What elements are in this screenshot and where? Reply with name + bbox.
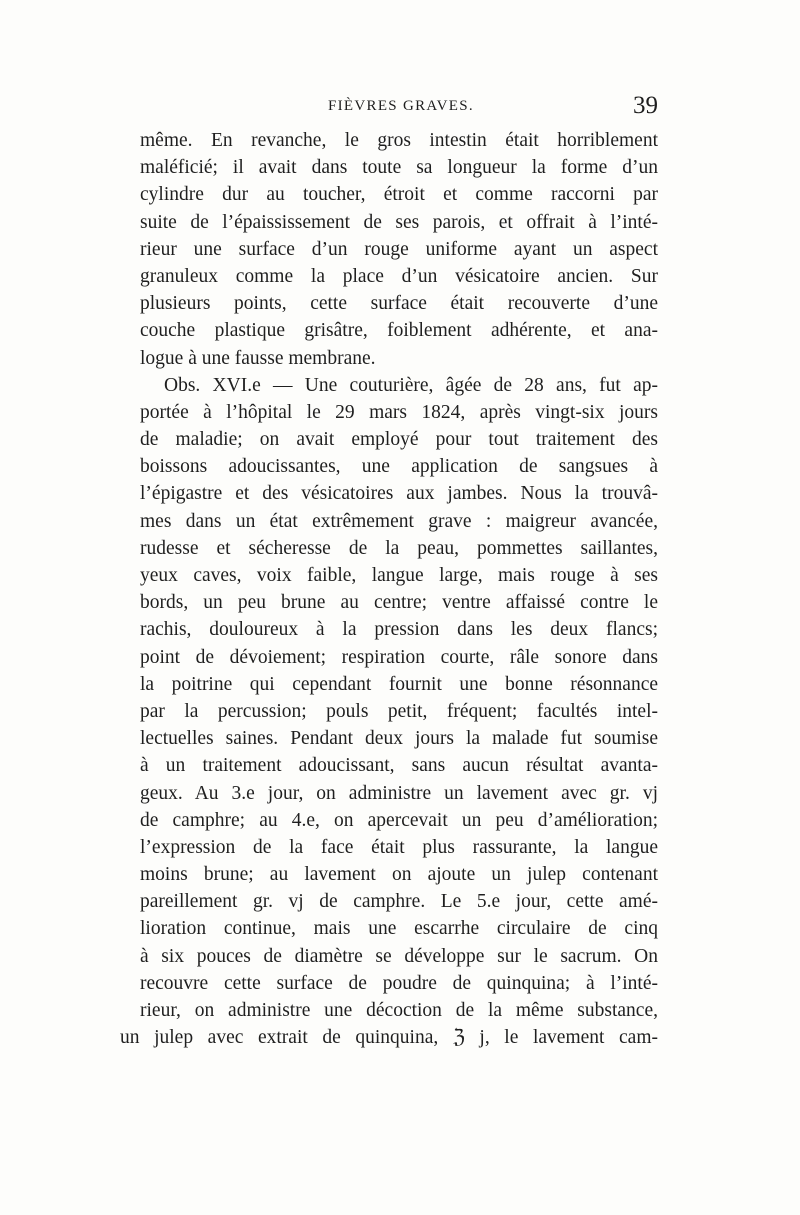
text-line: un julep avec extrait de quinquina, ℨ j, le lavement cam- [120,1027,658,1049]
text-line: maléficié; il avait dans toute sa longueur la forme d’un [140,157,658,179]
text-line: portée à l’hôpital le 29 mars 1824, après vingt-six jours [140,401,658,423]
page-header [140,92,658,126]
text-line: même. En revanche, le gros intestin était horriblement [140,130,658,151]
text-line: moins brune; au lavement on ajoute un julep contenant [140,864,658,886]
text-line: à un traitement adoucissant, sans aucun résultat avanta- [140,755,658,777]
text-line: plusieurs points, cette surface était recouverte d’une [140,293,658,315]
text-line: suite de l’épaississement de ses parois, et offrait à l’inté- [140,211,658,233]
text-line: l’épigastre et des vésicatoires aux jambes. Nous la trouvâ- [140,483,658,505]
text-line: pareillement gr. vj de camphre. Le 5.e jour, cette amé- [140,891,658,913]
text-line: point de dévoiement; respiration courte, râle sonore dans [140,646,658,668]
text-line: mes dans un état extrêmement grave : maigreur avancée, [140,510,658,532]
text-line: bords, un peu brune au centre; ventre affaissé contre le [140,592,658,614]
text-line: de camphre; au 4.e, on apercevait un peu d’amélioration; [140,809,658,831]
page-number: 39 [633,92,658,119]
text-line: la poitrine qui cependant fournit une bonne résonnance [140,673,658,695]
text-line: granuleux comme la place d’un vésicatoire ancien. Sur [140,265,658,287]
text-line: l’expression de la face était plus rassurante, la langue [140,836,658,858]
text-line: rieur une surface d’un rouge uniforme ayant un aspect [140,238,658,260]
running-title: FIÈVRES GRAVES. [328,98,474,114]
text-line: geux. Au 3.e jour, on administre un lavement avec gr. vj [140,782,658,804]
text-line: lioration continue, mais une escarrhe circulaire de cinq [140,918,658,940]
text-line: rudesse et sécheresse de la peau, pommettes saillantes, [140,537,658,559]
text-line: rachis, douloureux à la pression dans les deux flancs; [140,619,658,641]
text-line: lectuelles saines. Pendant deux jours la malade fut soumise [140,728,658,750]
text-line: Obs. XVI.e — Une couturière, âgée de 28 ans, fut ap- [164,374,658,396]
body-text [120,127,658,1051]
text-line: à six pouces de diamètre se développe sur le sacrum. On [140,945,658,967]
text-line: boissons adoucissantes, une application de sangsues à [140,456,658,478]
text-line: rieur, on administre une décoction de la même substance, [140,1000,658,1021]
text-line: logue à une fausse membrane. [140,347,376,369]
text-line: par la percussion; pouls petit, fréquent; facultés intel- [140,700,658,722]
text-line: cylindre dur au toucher, étroit et comme raccorni par [140,184,658,206]
text-line: de maladie; on avait employé pour tout traitement des [140,429,658,451]
text-line: yeux caves, voix faible, langue large, mais rouge à ses [140,565,658,586]
text-line: couche plastique grisâtre, foiblement adhérente, et ana- [140,320,658,342]
text-line: recouvre cette surface de poudre de quinquina; à l’inté- [140,972,658,994]
